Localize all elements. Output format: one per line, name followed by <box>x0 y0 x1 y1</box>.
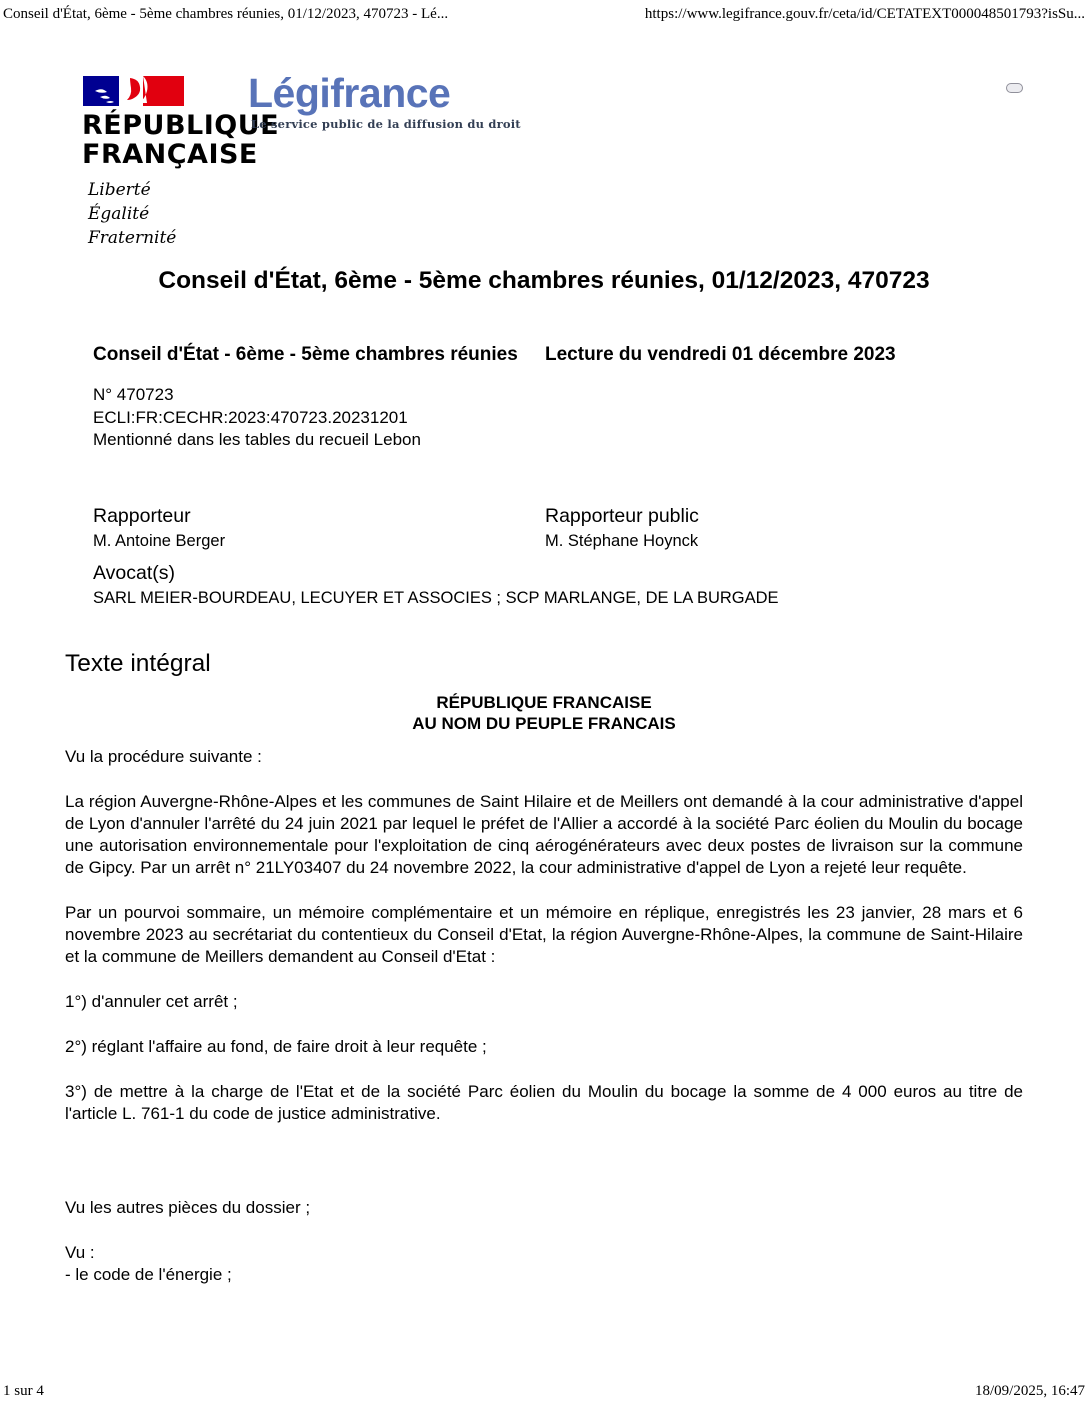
body-paragraph-line: 2°) réglant l'affaire au fond, de faire droit à leur requête ; <box>65 1036 487 1056</box>
texte-integral-heading: Texte intégral <box>65 649 211 677</box>
body-paragraph <box>65 746 1023 768</box>
body-paragraph <box>65 1081 1023 1125</box>
motto-egalite: Égalité <box>88 204 150 224</box>
body-paragraph-line: 3°) de mettre à la charge de l'Etat et de la société Parc éolien du Moulin du bocage la somme de 4 000 euros au titre de l'article L. 761-1 du code de justice administrative. <box>65 1081 1023 1123</box>
decision-ecli: ECLI:FR:CECHR:2023:470723.20231201 <box>93 407 408 427</box>
branding-row <box>65 70 1023 249</box>
print-header <box>3 6 1085 23</box>
body-paragraph <box>65 1242 1023 1286</box>
body-paragraph-line: 1°) d'annuler cet arrêt ; <box>65 991 238 1011</box>
decision-metadata <box>93 339 1023 609</box>
collapsed-menu-button[interactable] <box>1006 83 1023 93</box>
rapporteur-block <box>93 504 545 551</box>
francaise-line: FRANÇAISE <box>82 139 258 170</box>
body-paragraph-line: Vu les autres pièces du dossier ; <box>65 1197 311 1217</box>
decision-number: N° 470723 <box>93 385 174 404</box>
print-footer <box>3 1383 1085 1400</box>
body-paragraph-line: Vu la procédure suivante : <box>65 746 262 766</box>
body-paragraph <box>65 791 1023 879</box>
rapporteur-public-label: Rapporteur public <box>545 504 699 527</box>
republique-line: RÉPUBLIQUE <box>82 110 280 141</box>
rapporteur-public-name: M. Stéphane Hoynck <box>545 531 699 550</box>
body-paragraph <box>65 991 1023 1013</box>
body-paragraph <box>65 1036 1023 1058</box>
jurisdiction-label: Conseil d'État - 6ème - 5ème chambres réunies <box>93 344 518 365</box>
republique-header-line2: AU NOM DU PEUPLE FRANCAIS <box>412 713 676 733</box>
legifrance-wordmark: Légifrance <box>248 70 451 116</box>
print-header-url: https://www.legifrance.gouv.fr/ceta/id/CETATEXT000048501793?isSu... <box>644 6 1085 22</box>
body-paragraph-line: Vu : <box>65 1242 95 1262</box>
legifrance-tagline: Le service public de la diffusion du droit <box>251 117 521 131</box>
print-footer-datetime: 18/09/2025, 16:47 <box>974 1383 1085 1399</box>
avocats-label: Avocat(s) <box>93 561 175 584</box>
liberte-egalite-fraternite-motto <box>88 178 282 250</box>
republique-header <box>65 692 1023 734</box>
page-title: Conseil d'État, 6ème - 5ème chambres réunies, 01/12/2023, 470723 <box>158 267 930 294</box>
print-header-document-title: Conseil d'État, 6ème - 5ème chambres réunies, 01/12/2023, 470723 - Lé... <box>3 6 449 22</box>
rapporteur-public-block <box>545 504 1023 551</box>
body-paragraph-line: Par un pourvoi sommaire, un mémoire complémentaire et un mémoire en réplique, enregistrés les 23 janvier, 28 mars et 6 novembre 2023 au secrétariat du contentieux du Conseil d'Etat, la région Auvergne-Rhône-Alpes, la commune de Saint-Hilaire et la commune de Meillers demandent au Conseil d'Etat : <box>65 902 1023 966</box>
body-paragraph-line: - le code de l'énergie ; <box>65 1264 232 1284</box>
avocats-names: SARL MEIER-BOURDEAU, LECUYER ET ASSOCIES ; SCP MARLANGE, DE LA BURGADE <box>93 588 779 607</box>
rapporteur-name: M. Antoine Berger <box>93 531 226 550</box>
legifrance-logo <box>248 71 521 131</box>
print-footer-page-number: 1 sur 4 <box>3 1383 44 1399</box>
avocats-block <box>93 561 1023 609</box>
motto-liberte: Liberté <box>88 180 151 200</box>
body-paragraph-line: La région Auvergne-Rhône-Alpes et les communes de Saint Hilaire et de Meillers ont demandé à la cour administrative d'appel de Lyon d'annuler l'arrêté du 24 juin 2021 par lequel le préfet de l'Allier a accordé à la société Parc éolien du Moulin du bocage une autorisation environnementale pour l'exploitation de cinq aérogénérateurs avec deux postes de livraison sur la commune de Gipcy. Par un arrêt n° 21LY03407 du 24 novembre 2022, la cour administrative d'appel de Lyon a rejeté leur requête. <box>65 791 1023 877</box>
body-paragraph <box>65 1197 1023 1219</box>
rapporteur-label: Rapporteur <box>93 504 191 527</box>
texte-integral-body <box>65 746 1023 1286</box>
republique-header-line1: RÉPUBLIQUE FRANCAISE <box>436 692 652 712</box>
marianne-flag-icon <box>83 76 184 106</box>
motto-fraternite: Fraternité <box>88 228 177 248</box>
body-paragraph <box>65 902 1023 968</box>
lecture-date-label: Lecture du vendredi 01 décembre 2023 <box>545 344 896 365</box>
decision-publication: Mentionné dans les tables du recueil Lebon <box>93 430 421 449</box>
